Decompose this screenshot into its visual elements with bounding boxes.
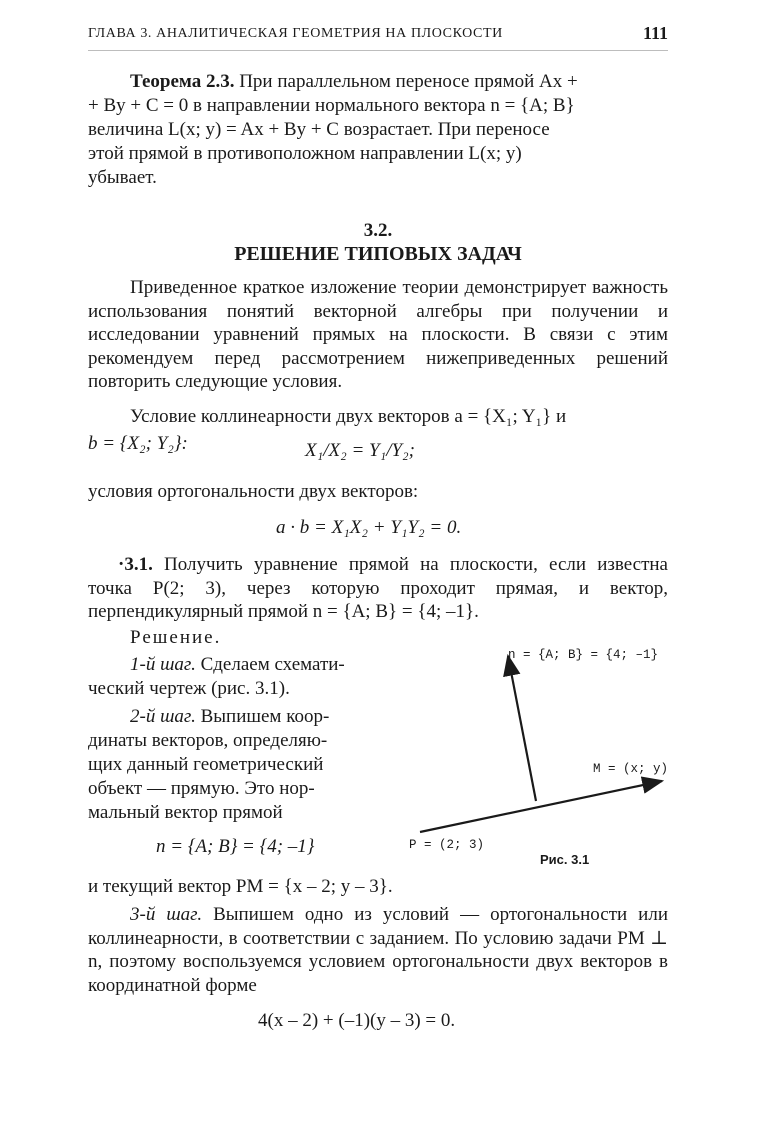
step3-text: Выпишем одно из условий — ортогональности или коллинеарности, в соответствии с заданием. По условию задачи PM ⊥ n, поэтому воспользуемся условием ортогональности двух векторов в координатной форме [88, 904, 668, 996]
problem-number: ·3.1. [118, 554, 153, 575]
problem-paragraph [88, 553, 668, 624]
figure-3-1 [400, 640, 700, 885]
chapter-title: ГЛАВА 3. АНАЛИТИЧЕСКАЯ ГЕОМЕТРИЯ НА ПЛОСКОСТИ [88, 26, 503, 41]
theorem-line-5: убывает. [88, 167, 157, 188]
label-normal-vector: n = {A; B} = {4; –1} [508, 648, 659, 662]
step2-label: 2-й шаг. [130, 706, 196, 727]
step3-label: 3-й шаг. [130, 904, 203, 925]
theorem-line-2: + By + C = 0 в направлении нормального вектора n = {A; B} [88, 95, 575, 116]
figure-caption: Рис. 3.1 [540, 852, 590, 867]
collinear-line-2: b = {X₂; Y₂}: [88, 433, 188, 454]
theorem-label: Теорема 2.3. [130, 71, 235, 92]
theorem-line-3: величина L(x; y) = Ax + By + C возрастает. При переносе [88, 119, 550, 140]
normal-vector-arrow [508, 656, 536, 801]
problem-text: Получить уравнение прямой на плоскости, если известна точка P(2; 3), через которую проходит прямая, и вектор, перпендикулярный прямой n = {A; B} = {4; –1}. [88, 554, 668, 622]
step3-paragraph [88, 903, 668, 997]
theorem-line-1 [88, 70, 668, 94]
step2-line-5: мальный вектор прямой [88, 802, 283, 823]
collinear-line-1: Условие коллинеарности двух векторов a = {X₁; Y₁} и [130, 406, 567, 427]
solution-label: Решение. [130, 627, 222, 648]
step2-line-1 [88, 705, 384, 729]
label-point-P: P = (2; 3) [409, 838, 485, 852]
section-title: РЕШЕНИЕ ТИПОВЫХ ЗАДАЧ [234, 243, 522, 265]
step2-line-4: объект — прямую. Это нор- [88, 778, 315, 799]
orthogonal-formula: a · b = X₁X₂ + Y₁Y₂ = 0. [276, 517, 462, 538]
page-number: 111 [642, 23, 668, 43]
running-header [88, 23, 668, 51]
step2-formula: n = {A; B} = {4; –1} [156, 836, 315, 857]
step2-text-1: Выпишем коор- [200, 706, 330, 727]
theorem-line-4: этой прямой в противоположном направлении L(x; y) [88, 143, 522, 164]
orthogonal-text: условия ортогональности двух векторов: [88, 481, 419, 502]
intro-paragraph: Приведенное краткое изложение теории демонстрирует важность использования понятий векторной алгебры при получении и исследовании уравнений прямых на плоскости. В связи с этим рекомендуем перед рассмотрением нижеприведенных решений повторить следующие условия. [88, 277, 668, 392]
step2-line-2: динаты векторов, определяю- [88, 730, 328, 751]
final-formula: 4(x – 2) + (–1)(y – 3) = 0. [258, 1010, 456, 1031]
theorem-text-1: При параллельном переносе прямой Ax + [239, 71, 578, 92]
step1-line-1 [88, 653, 384, 677]
step1-text-1: Сделаем схемати- [200, 654, 345, 675]
step2-line-3: щих данный геометрический [88, 754, 324, 775]
current-vector-line: и текущий вектор PM = {x – 2; y – 3}. [88, 876, 393, 897]
step1-line-2: ческий чертеж (рис. 3.1). [88, 678, 290, 699]
section-number: 3.2. [363, 220, 393, 241]
label-point-M: M = (x; y) [593, 762, 669, 776]
step1-label: 1-й шаг. [130, 654, 196, 675]
vector-PM-arrow [420, 781, 662, 832]
collinear-formula: X₁/X₂ = Y₁/Y₂; [305, 440, 415, 461]
